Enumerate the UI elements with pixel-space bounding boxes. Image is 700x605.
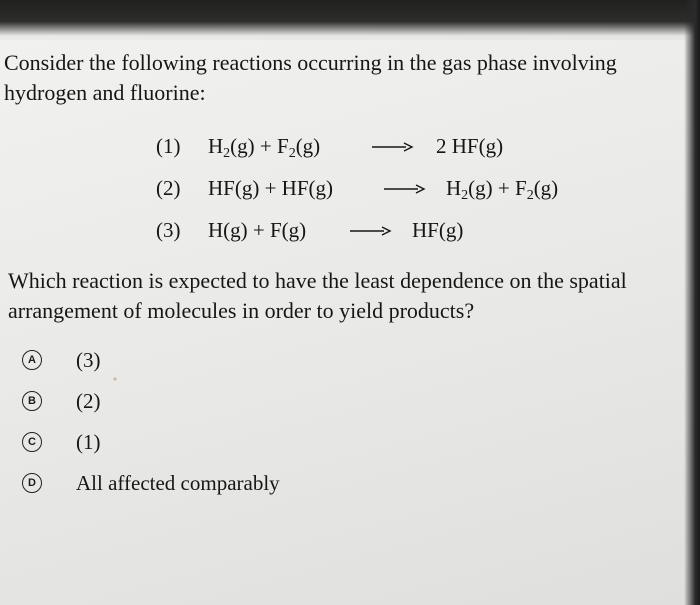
reaction-arrow-icon [370,132,414,160]
reaction-products: HF(g) [412,218,464,242]
reaction-products: 2 HF(g) [436,134,504,158]
reaction-2 [156,174,656,216]
option-label: All affected comparably [76,471,280,495]
question-intro: Consider the following reactions occurring in the gas phase involving hydrogen and fluorine: [4,50,617,105]
option-label: (3) [76,348,101,372]
reaction-number: (3) [156,218,181,242]
reaction-3 [156,216,656,258]
photo-right-edge [684,0,700,605]
reaction-reactants: HF(g) + HF(g) [208,176,334,200]
question-main: Which reaction is expected to have the least dependence on the spatial arrangement of molecules in order to yield products? [8,268,627,323]
reaction-reactants: H(g) + F(g) [208,218,307,242]
option-label: (1) [76,430,101,454]
reaction-1 [156,132,656,174]
option-bubble-a[interactable]: A [22,350,42,370]
option-bubble-d[interactable]: D [22,473,42,493]
reaction-arrow-icon [348,216,392,244]
option-bubble-b[interactable]: B [22,391,42,411]
reaction-number: (2) [156,176,181,200]
reaction-arrow-icon [382,174,426,202]
reaction-reactants: $H_2(g) + F_2(g)$ [208,134,321,161]
option-bubble-c[interactable]: C [22,432,42,452]
reaction-list [156,132,656,258]
reaction-number: (1) [156,134,181,158]
photo-top-edge [0,0,700,36]
reaction-products: $H_2(g) + F_2(g)$ [446,176,559,203]
option-label: (2) [76,389,101,413]
paper-speck-icon [112,376,118,382]
